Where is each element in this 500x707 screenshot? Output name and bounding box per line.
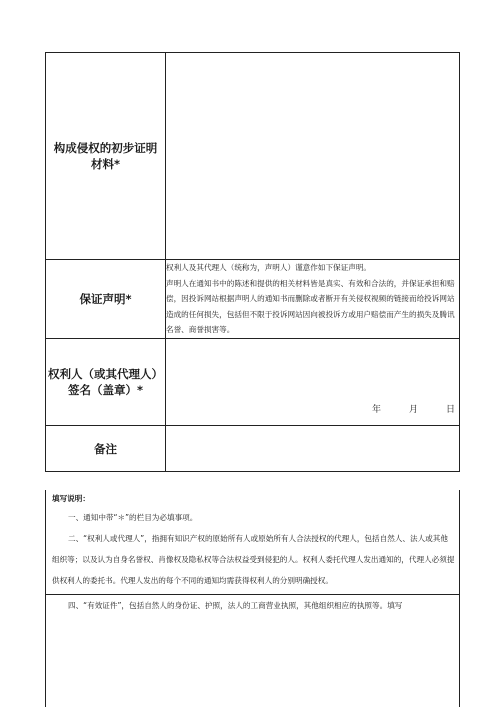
evidence-input-area[interactable] bbox=[166, 53, 460, 260]
evidence-label bbox=[46, 53, 166, 260]
evidence-label-line1: 构成侵权的初步证明 bbox=[53, 141, 158, 155]
guarantee-text-2: 声明人在通知书中的陈述和提供的相关材料皆是真实、有效和合法的，并保证承担和赔偿，因投诉网站根据声明人的通知书而删除或者断开有关侵权视频的链接而给投诉网站造成的任何损失，包括但不限于投诉网站因向被投诉方或用户赔偿而产生的损失及腾讯名誉、商誉损害等。 bbox=[166, 278, 455, 335]
signature-date bbox=[372, 402, 455, 415]
remark-row bbox=[46, 426, 460, 472]
date-month: 月 bbox=[408, 405, 418, 415]
signature-label-line1: 权利人（或其代理人） bbox=[48, 367, 163, 381]
notes-item-4: 四、“有效证件”，包括自然人的身份证、护照，法人的工商营业执照，其他组织相应的执照等。填写 bbox=[68, 601, 403, 610]
notes-title: 填写说明： bbox=[52, 494, 90, 503]
notice-form-table bbox=[45, 52, 460, 472]
signature-row bbox=[46, 339, 460, 426]
signature-label-line2: 签名（盖章）* bbox=[67, 383, 143, 397]
guarantee-statement bbox=[166, 260, 460, 339]
remark-label: 备注 bbox=[46, 426, 166, 472]
date-day: 日 bbox=[445, 405, 455, 415]
signature-input-area[interactable] bbox=[166, 339, 460, 426]
filling-instructions bbox=[45, 490, 460, 707]
guarantee-label: 保证声明* bbox=[46, 260, 166, 339]
remark-input-area[interactable] bbox=[166, 426, 460, 472]
guarantee-text-1: 权利人及其代理人（统称为，声明人）谨意作如下保证声明。 bbox=[166, 263, 372, 273]
evidence-label-line2: 材料* bbox=[90, 157, 120, 171]
notes-item-2: 二、“权利人或代理人”，指拥有知识产权的原始所有人或原始所有人合法授权的代理人，包括自然人、法人或其他组织等；以及认为自身名誉权、肖像权及隐私权等合法权益受到侵犯的人。权利人委托代理人发出通知的，代理人必须提供权利人的委托书。代理人发出的每个不同的通知均需获得权利人的分别明确授权。 bbox=[52, 534, 455, 585]
date-year: 年 bbox=[371, 405, 381, 415]
notes-item-1: 一、通知中带“＊”的栏目为必填事项。 bbox=[68, 513, 198, 522]
evidence-row bbox=[46, 53, 460, 260]
guarantee-row bbox=[46, 260, 460, 339]
signature-label bbox=[46, 339, 166, 426]
